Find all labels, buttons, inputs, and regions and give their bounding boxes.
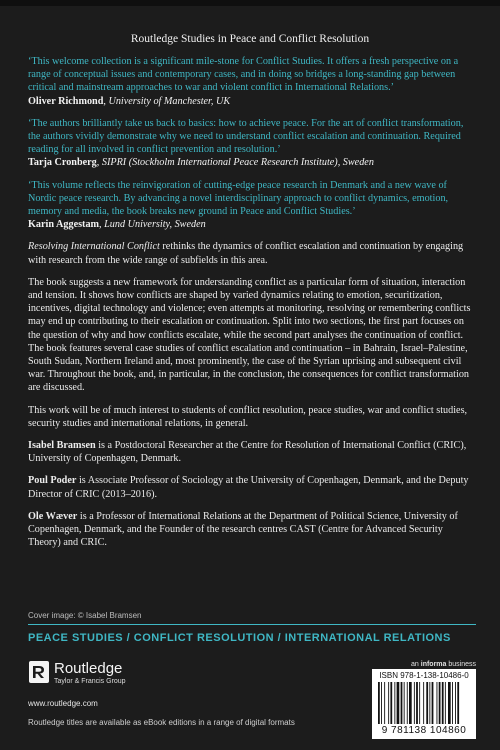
informa-brand: informa [420,661,447,668]
author-bio [28,439,476,465]
description-paragraph: The book suggests a new framework for understanding conflict as a particular form of situation, interaction and tension. It shows how conflicts are shaped by varied dynamics relating to emotion, securitization, incentives, digital technology and violence; even attempts at monitoring, resolving or remembering conflicts may end up contributing to their escalation or continuation. Split into two sections, the first part focuses on the question of why and how conflicts escalate, while the second part analyses the continuation of conflict. The book features several case studies of conflict escalation and continuation – in Bahrain, Israel–Palestine, South Sudan, Northern Ireland and, most prominently, the case of the Syrian uprising and subsequent civil war. Throughout the book, and, in particular, in the conclusion, the consequences for conflict transformation are discussed. [28,276,471,394]
endorsement-quote: ‘The authors brilliantly take us back to basics: how to achieve peace. For the art of conflict transformation, the authors vividly demonstrate why we need to understand conflict escalation and continuation. Required reading for all involved in conflict prevention and resolution.’ [28,117,464,156]
author-bio-text: is a Postdoctoral Researcher at the Centre for Resolution of International Conflict (CRIC), University of Copenhagen, Denmark. [28,440,467,465]
ebook-note: Routledge titles are available as eBook editions in a range of digital formats [28,718,295,727]
description-intro [28,240,476,266]
publisher-subtitle: Taylor & Francis Group [54,678,126,685]
endorser-affiliation: SIPRI (Stockholm International Peace Research Institute), Sweden [101,157,374,169]
accent-divider [28,624,476,625]
publisher-url[interactable]: www.routledge.com [28,699,98,708]
endorser-name: Tarja Cronberg [28,157,97,169]
endorser-affiliation: University of Manchester, UK [108,95,231,107]
author-name: Isabel Bramsen [28,440,96,452]
author-bio-text: is a Professor of International Relations at the Department of Political Science, University of Copenhagen, Denmark, and the Founder of the research centres CAST (Centre for Advanced Security Theory) and CRIC. [28,510,458,549]
endorsements [28,55,476,231]
subject-categories: PEACE STUDIES / CONFLICT RESOLUTION / INTERNATIONAL RELATIONS [28,632,451,644]
author-name: Poul Poder [28,475,77,487]
informa-suffix: business [446,661,476,668]
book-title-inline: Resolving International Conflict [28,241,160,253]
author-bio-text: is Associate Professor of Sociology at the University of Copenhagen, Denmark, and the Deputy Director of CRIC (2013–2016). [28,475,469,500]
back-cover-content [28,55,476,559]
publisher-name: Routledge [54,660,123,677]
endorser-affiliation: Lund University, Sweden [104,219,206,231]
book-description [28,240,476,549]
author-bio [28,510,476,550]
endorsement-attribution: Karin Aggestam, Lund University, Sweden [28,219,206,231]
endorsement-attribution: Oliver Richmond, University of Manchester, UK [28,95,231,107]
barcode-icon [378,682,470,724]
informa-business-label [372,661,476,668]
description-intro-text: rethinks the dynamics of conflict escalation and continuation by engaging with research from the wide range of subfields in this area. [28,241,464,266]
author-bio [28,474,476,500]
barcode-number: 9 781138 104860 [381,725,467,736]
top-band [0,0,500,6]
routledge-logo-icon [28,660,50,684]
author-name: Ole Wæver [28,510,78,522]
barcode-panel [372,669,476,739]
endorser-name: Oliver Richmond [28,95,104,107]
endorsement-quote: ‘This welcome collection is a significant mile-stone for Conflict Studies. It offers a fresh perspective on a range of conceptual issues and contemporary cases, and in doing so bridges a long-standing gap between critical and mainstream approaches to war and violent conflict in International Relations.’ [28,56,459,94]
cover-image-credit: Cover image: © Isabel Bramsen [28,611,142,620]
series-title: Routledge Studies in Peace and Conflict Resolution [130,33,370,45]
description-paragraph: This work will be of much interest to students of conflict resolution, peace studies, war and conflict studies, security studies and international relations, in general. [28,404,468,429]
endorsement-attribution: Tarja Cronberg, SIPRI (Stockholm International Peace Research Institute), Sweden [28,157,374,169]
informa-prefix: an [411,661,421,668]
isbn-label: ISBN 978-1-138-10486-0 [379,671,469,680]
endorser-name: Karin Aggestam [28,219,100,231]
endorsement-quote: ‘This volume reflects the reinvigoration of cutting-edge peace research in Denmark and a new wave of Nordic peace research. By advancing a novel interdisciplinary approach to conflict dynamics, emotion, memory and media, the book breaks new ground in Peace and Conflict Studies.’ [28,179,449,218]
publisher-logo [28,658,148,692]
